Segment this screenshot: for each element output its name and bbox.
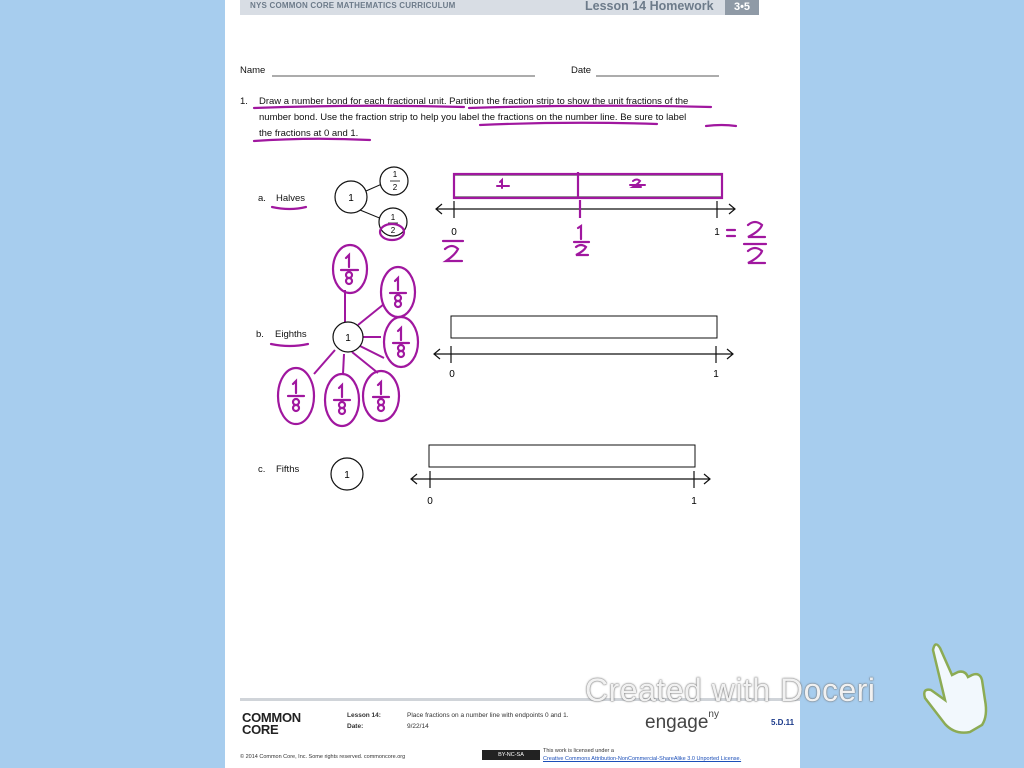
date-label: Date — [571, 65, 592, 76]
underline-3 — [480, 123, 657, 125]
left-endpoint: 0 — [451, 227, 457, 238]
underline-5 — [254, 139, 370, 141]
instruction-line-1: Draw a number bond for each fractional unit. Partition the fraction strip to show the unit fractions of the — [259, 96, 689, 107]
name-label: Name — [240, 65, 266, 76]
whole-value: 1 — [348, 193, 354, 204]
instruction-line-3: the fractions at 0 and 1. — [259, 128, 359, 139]
part-b-number-line — [434, 346, 733, 380]
whole-value: 1 — [344, 470, 350, 481]
part-c-number-bond — [331, 458, 363, 490]
footer-date-label: Date: — [347, 723, 364, 730]
sheet-code: 5.D.11 — [771, 718, 795, 727]
common-core-logo: COMMON CORE — [242, 710, 301, 737]
license-text: This work is licensed under a — [543, 748, 614, 754]
right-endpoint: 1 — [713, 369, 719, 380]
footer-lesson-label: Lesson 14: — [347, 712, 381, 719]
part-b-letter: b. — [256, 329, 264, 340]
handwritten-underlines — [254, 106, 736, 346]
part-c-letter: c. — [258, 464, 266, 475]
problem-number: 1. — [240, 96, 248, 107]
part-b-number-bond — [278, 245, 418, 426]
underline-eighths — [271, 344, 308, 346]
part-a-fraction-strip — [454, 172, 722, 199]
right-endpoint: 1 — [714, 227, 720, 238]
svg-text:2: 2 — [392, 183, 398, 192]
license-badge: BY-NC-SA — [482, 750, 540, 760]
doceri-watermark: Created with Doceri — [585, 672, 876, 708]
left-endpoint: 0 — [449, 369, 455, 380]
svg-text:1: 1 — [392, 170, 398, 179]
lesson-title: Lesson 14 Homework — [585, 0, 714, 13]
doceri-hand-icon — [924, 644, 986, 732]
svg-text:1: 1 — [390, 213, 396, 222]
part-c-number-line — [411, 471, 710, 507]
part-a-number-line — [436, 200, 766, 263]
underline-4 — [706, 125, 736, 126]
whole-value: 1 — [345, 333, 351, 344]
part-a-number-bond — [335, 167, 408, 240]
svg-text:2: 2 — [390, 226, 396, 235]
right-endpoint: 1 — [691, 496, 697, 507]
part-b-fraction-strip — [451, 316, 717, 338]
copyright: © 2014 Common Core, Inc. Some rights reserved. commoncore.org — [240, 754, 406, 760]
underline-2 — [469, 106, 711, 108]
part-c-fraction-strip — [429, 445, 695, 467]
part-c-label: Fifths — [276, 464, 300, 475]
part-b-label: Eighths — [275, 329, 307, 340]
underline-halves — [272, 207, 306, 209]
engageny-logo: engage$^{ny}$ — [645, 708, 719, 733]
footer-lesson-desc: Place fractions on a number line with endpoints 0 and 1. — [407, 712, 569, 719]
part-a-label: Halves — [276, 193, 306, 204]
license-link[interactable]: Creative Commons Attribution-NonCommercial-ShareAlike 3.0 Unported License. — [543, 756, 742, 762]
underline-1 — [254, 106, 464, 108]
footer-date-value: 9/22/14 — [407, 723, 429, 730]
part-a-letter: a. — [258, 193, 266, 204]
curriculum-title: NYS COMMON CORE MATHEMATICS CURRICULUM — [250, 1, 456, 10]
instruction-line-2: number bond. Use the fraction strip to help you label the fractions on the number line. Be sure to label — [259, 112, 687, 123]
grade-badge: 3•5 — [725, 0, 759, 15]
left-endpoint: 0 — [427, 496, 433, 507]
